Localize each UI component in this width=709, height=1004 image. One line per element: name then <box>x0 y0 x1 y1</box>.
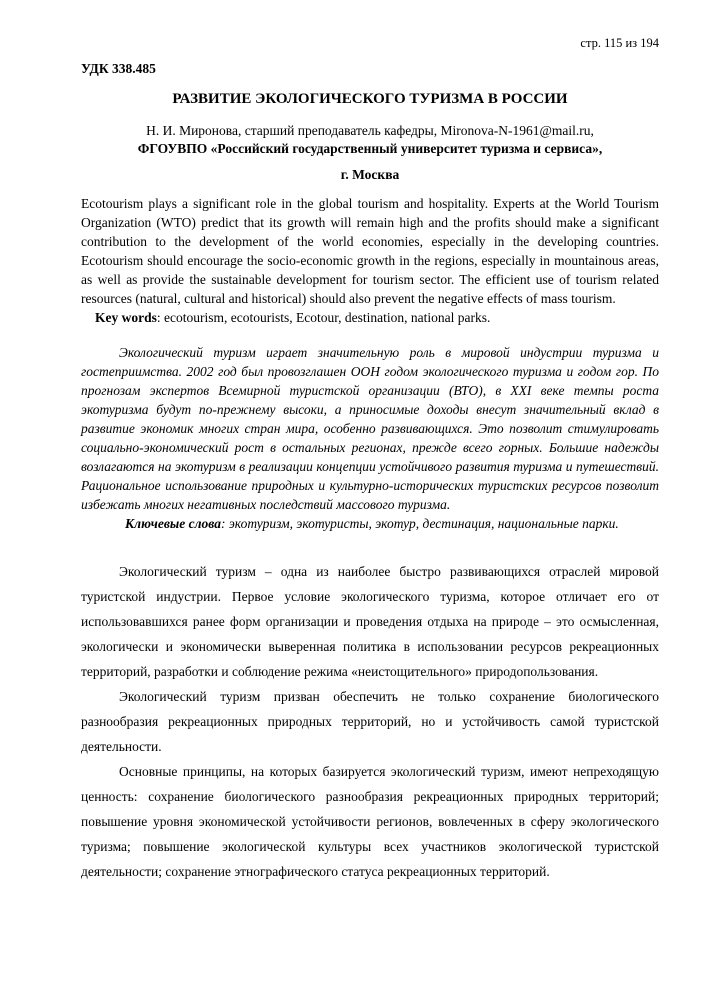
body-paragraph-2: Экологический туризм призван обеспечить не только сохранение биологического разнообразия рекреационных природных территорий, но и устойчивость самой туристской деятельности. <box>81 689 659 754</box>
abstract-english: Ecotourism plays a significant role in the global tourism and hospitality. Experts at the World Tourism Organization (WTO) predict that its growth will remain high and the profits should make a significant contribution to the development of the world economies, especially in the developing countries. Ecotourism should encourage the socio-economic growth in the regions, especially in mountainous areas, as well as provide the sustainable development for tourism sector. The efficient use of tourism related resources (natural, cultural and historical) should also prevent the negative effects of mass tourism. <box>81 196 659 306</box>
keywords-english-label: Key words <box>95 310 157 325</box>
body-paragraph-3: Основные принципы, на которых базируется экологический туризм, имеют непреходящую ценность: сохранение биологического разнообразия рекреационных природных территорий; повышение уровня экономической устойчивости регионов, вовлеченных в сферу экологического туризма; повышение экологической культуры всех участников экологической туристской деятельности; сохранение этнографического статуса рекреационных территорий. <box>81 764 659 879</box>
abstract-russian: Экологический туризм играет значительную роль в мировой индустрии туризма и гостеприимства. 2002 год был провозглашен ООН годом экологического туризма и годом гор. По прогнозам экспертов Всемирной туристской организации (ВТО), в XXI веке темпы роста экотуризма будут по-прежнему высоки, а приносимые доходы внесут значительный вклад в развитие экономик многих стран мира, особенно развивающихся. Это позволит стимулировать социально-экономический рост в остальных регионах, прежде всего горных. Большие надежды возлагаются на экотуризм в реализации концепции устойчивого развития туризма и путешествий. Рациональное использование природных и культурно-исторических туристских ресурсов позволит избежать многих негативных последствий массового туризма. <box>81 345 659 512</box>
keywords-russian-label: Ключевые слова <box>125 516 221 531</box>
city-line: г. Москва <box>340 167 400 182</box>
udc-code: УДК 338.485 <box>81 61 156 76</box>
body-paragraph-1: Экологический туризм – одна из наиболее быстро развивающихся отраслей мировой туристской индустрии. Первое условие экологического туризма, которое отличает его от использовавшихся ранее форм организации и проведения отдыха на природе – это осмысленная, экологически и экономически выверенная политика в использовании ресурсов рекреационных территорий, разработки и соблюдение режима «неистощительного» природопользования. <box>81 564 659 679</box>
keywords-english-list: : ecotourism, ecotourists, Ecotour, destination, national parks. <box>156 310 491 325</box>
keywords-russian <box>81 514 659 533</box>
affiliation-line: ФГОУВПО «Российский государственный университет туризма и сервиса», <box>137 141 603 156</box>
keywords-russian-list: : экотуризм, экотуристы, экотур, дестинация, национальные парки. <box>220 516 619 531</box>
keywords-english <box>81 308 659 327</box>
page-number-indicator: стр. 115 из 194 <box>580 36 659 50</box>
author-line: Н. И. Миронова, старший преподаватель кафедры, Mironova-N-1961@mail.ru, <box>146 123 594 138</box>
article-title: РАЗВИТИЕ ЭКОЛОГИЧЕСКОГО ТУРИЗМА В РОССИИ <box>172 91 568 107</box>
